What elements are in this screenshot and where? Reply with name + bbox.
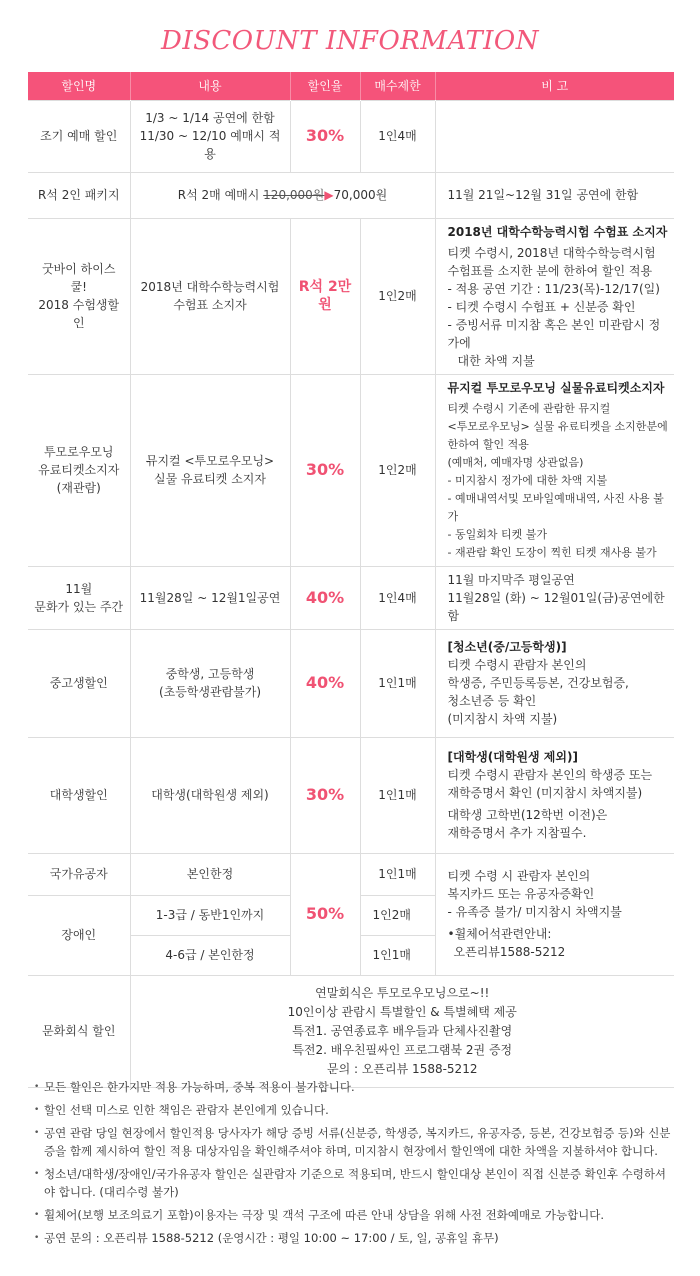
footnote: • 청소년/대학생/장애인/국가유공자 할인은 실관람자 기준으로 적용되며, 반드시 할인대상 본인이 직접 신분증 확인후 수령하셔야 합니다. (대리수령 불가) <box>34 1165 674 1201</box>
discount-content: 중학생, 고등학생 (초등학생관람불가) <box>130 629 290 737</box>
header-note: 비 고 <box>435 72 674 100</box>
footnote: • 휠체어(보행 보조의료기 포함)이용자는 극장 및 객석 구조에 따른 안내 상담을 위해 사전 전화예매로 가능합니다. <box>34 1206 674 1224</box>
table-row <box>28 172 674 218</box>
discount-content: 연말회식은 투모로우모닝으로~!! 10인이상 관람시 특별할인 & 특별혜택 제공 특전1. 공연종료후 배우들과 단체사진촬영 특전2. 배우친필싸인 프로그램북 2권 증정 문의 : 오픈리뷰 1588-5212 <box>130 975 674 1087</box>
table-row <box>28 853 674 895</box>
table-row <box>28 629 674 737</box>
table-header-row <box>28 72 674 100</box>
discount-rate: 30% <box>290 374 360 566</box>
discount-table <box>28 72 674 1088</box>
discount-rate: 50% <box>290 853 360 975</box>
discount-note: [청소년(중/고등학생)] 티켓 수령시 관람자 본인의 학생증, 주민등록등본, 건강보험증, 청소년증 등 확인 (미지참시 차액 지불) <box>435 629 674 737</box>
discount-note: 11월 21일~12월 31일 공연에 한함 <box>435 172 674 218</box>
discount-note: [대학생(대학원생 제외)] 티켓 수령시 관람자 본인의 학생증 또는 재학증명서 확인 (미지참시 차액지불) 대학생 고학번(12학번 이전)은 재학증명서 추가 지참필수. <box>435 737 674 853</box>
discount-note <box>435 100 674 172</box>
footnote: • 공연 관람 당일 현장에서 할인적용 당사자가 해당 증빙 서류(신분증, 학생증, 복지카드, 유공자증, 등본, 건강보험증 등)와 신분증을 함께 제시하여 할인 적용 대상자임을 확인해주셔야 하며, 미지참시 현장에서 할인액에 대한 차액을 지불하셔야 합니다. <box>34 1124 674 1160</box>
discount-content: 본인한정 <box>130 853 290 895</box>
discount-name: 문화회식 할인 <box>28 975 130 1087</box>
footnote: • 모든 할인은 한가지만 적용 가능하며, 중복 적용이 불가합니다. <box>34 1078 674 1096</box>
discount-name: 투모로우모닝 유료티켓소지자 (재관람) <box>28 374 130 566</box>
discount-content: 11월28일 ~ 12월1일공연 <box>130 566 290 629</box>
discount-name: 조기 예매 할인 <box>28 100 130 172</box>
arrow-right-icon: ▶ <box>324 188 334 202</box>
discount-note: 2018년 대학수학능력시험 수험표 소지자 티켓 수령시, 2018년 대학수학능력시험 수험표를 소지한 분에 한하여 할인 적용 - 적용 공연 기간 : 11/23(목)-12/17(일) - 티켓 수령시 수험표 + 신분증 확인 - 증빙서류 미지참 혹은 본인 미관람시 정가에 대한 차액 지불 <box>435 218 674 374</box>
discount-content: R석 2매 예매시 120,000원▶70,000원 <box>130 172 435 218</box>
discount-limit: 1인1매 <box>360 853 435 895</box>
table-row <box>28 566 674 629</box>
discount-name: 국가유공자 <box>28 853 130 895</box>
discount-limit: 1인1매 <box>360 737 435 853</box>
footnote: • 공연 문의 : 오픈리뷰 1588-5212 (운영시간 : 평일 10:00 ~ 17:00 / 토, 일, 공휴일 휴무) <box>34 1229 674 1247</box>
table-row <box>28 374 674 566</box>
discount-name: 대학생할인 <box>28 737 130 853</box>
discount-limit: 1인4매 <box>360 566 435 629</box>
discount-name: 11월 문화가 있는 주간 <box>28 566 130 629</box>
discount-content: 1-3급 / 동반1인까지 <box>130 895 290 935</box>
discount-note: 뮤지컬 투모로우모닝 실물유료티켓소지자 티켓 수령시 기존에 관람한 뮤지컬 <투모로우모닝> 실물 유료티켓을 소지한분에 한하여 할인 적용 (예매처, 예매자명 상관없음) - 미지참시 정가에 대한 차액 지불 - 예매내역서및 모바일예매내역, 사진 사용 불가 - 동일회차 티켓 불가 - 재관람 확인 도장이 찍힌 티켓 재사용 불가 <box>435 374 674 566</box>
discount-limit: 1인2매 <box>360 218 435 374</box>
discount-limit: 1인2매 <box>360 374 435 566</box>
header-content: 내용 <box>130 72 290 100</box>
table-row <box>28 737 674 853</box>
header-limit: 매수제한 <box>360 72 435 100</box>
table-row <box>28 100 674 172</box>
discount-content: 대학생(대학원생 제외) <box>130 737 290 853</box>
discount-content: 뮤지컬 <투모로우모닝> 실물 유료티켓 소지자 <box>130 374 290 566</box>
discount-name: 중고생할인 <box>28 629 130 737</box>
footnote: • 할인 선택 미스로 인한 책임은 관람자 본인에게 있습니다. <box>34 1101 674 1119</box>
discount-limit: 1인4매 <box>360 100 435 172</box>
header-name: 할인명 <box>28 72 130 100</box>
discount-note: 티켓 수령 시 관람자 본인의 복지카드 또는 유공자증확인 - 유족증 불가/ 미지참시 차액지불 •휠체어석관련안내: 오픈리뷰1588-5212 <box>435 853 674 975</box>
discount-note: 11월 마지막주 평일공연 11월28일 (화) ~ 12월01일(금)공연에한함 <box>435 566 674 629</box>
discount-limit: 1인1매 <box>360 935 435 975</box>
table-row <box>28 975 674 1087</box>
discount-rate: 40% <box>290 566 360 629</box>
discount-limit: 1인1매 <box>360 629 435 737</box>
header-rate: 할인율 <box>290 72 360 100</box>
discount-name: 장애인 <box>28 895 130 975</box>
discount-rate: 30% <box>290 100 360 172</box>
discount-content: 2018년 대학수학능력시험 수험표 소지자 <box>130 218 290 374</box>
discount-content: 1/3 ~ 1/14 공연에 한함 11/30 ~ 12/10 예매시 적용 <box>130 100 290 172</box>
discount-rate: 40% <box>290 629 360 737</box>
discount-content: 4-6급 / 본인한정 <box>130 935 290 975</box>
page-title: DISCOUNT INFORMATION <box>160 26 539 56</box>
discount-rate: R석 2만원 <box>290 218 360 374</box>
table-row <box>28 218 674 374</box>
discount-name: R석 2인 패키지 <box>28 172 130 218</box>
discount-name: 굿바이 하이스쿨! 2018 수험생할인 <box>28 218 130 374</box>
discount-rate: 30% <box>290 737 360 853</box>
discount-limit: 1인2매 <box>360 895 435 935</box>
footnotes <box>34 1078 674 1252</box>
